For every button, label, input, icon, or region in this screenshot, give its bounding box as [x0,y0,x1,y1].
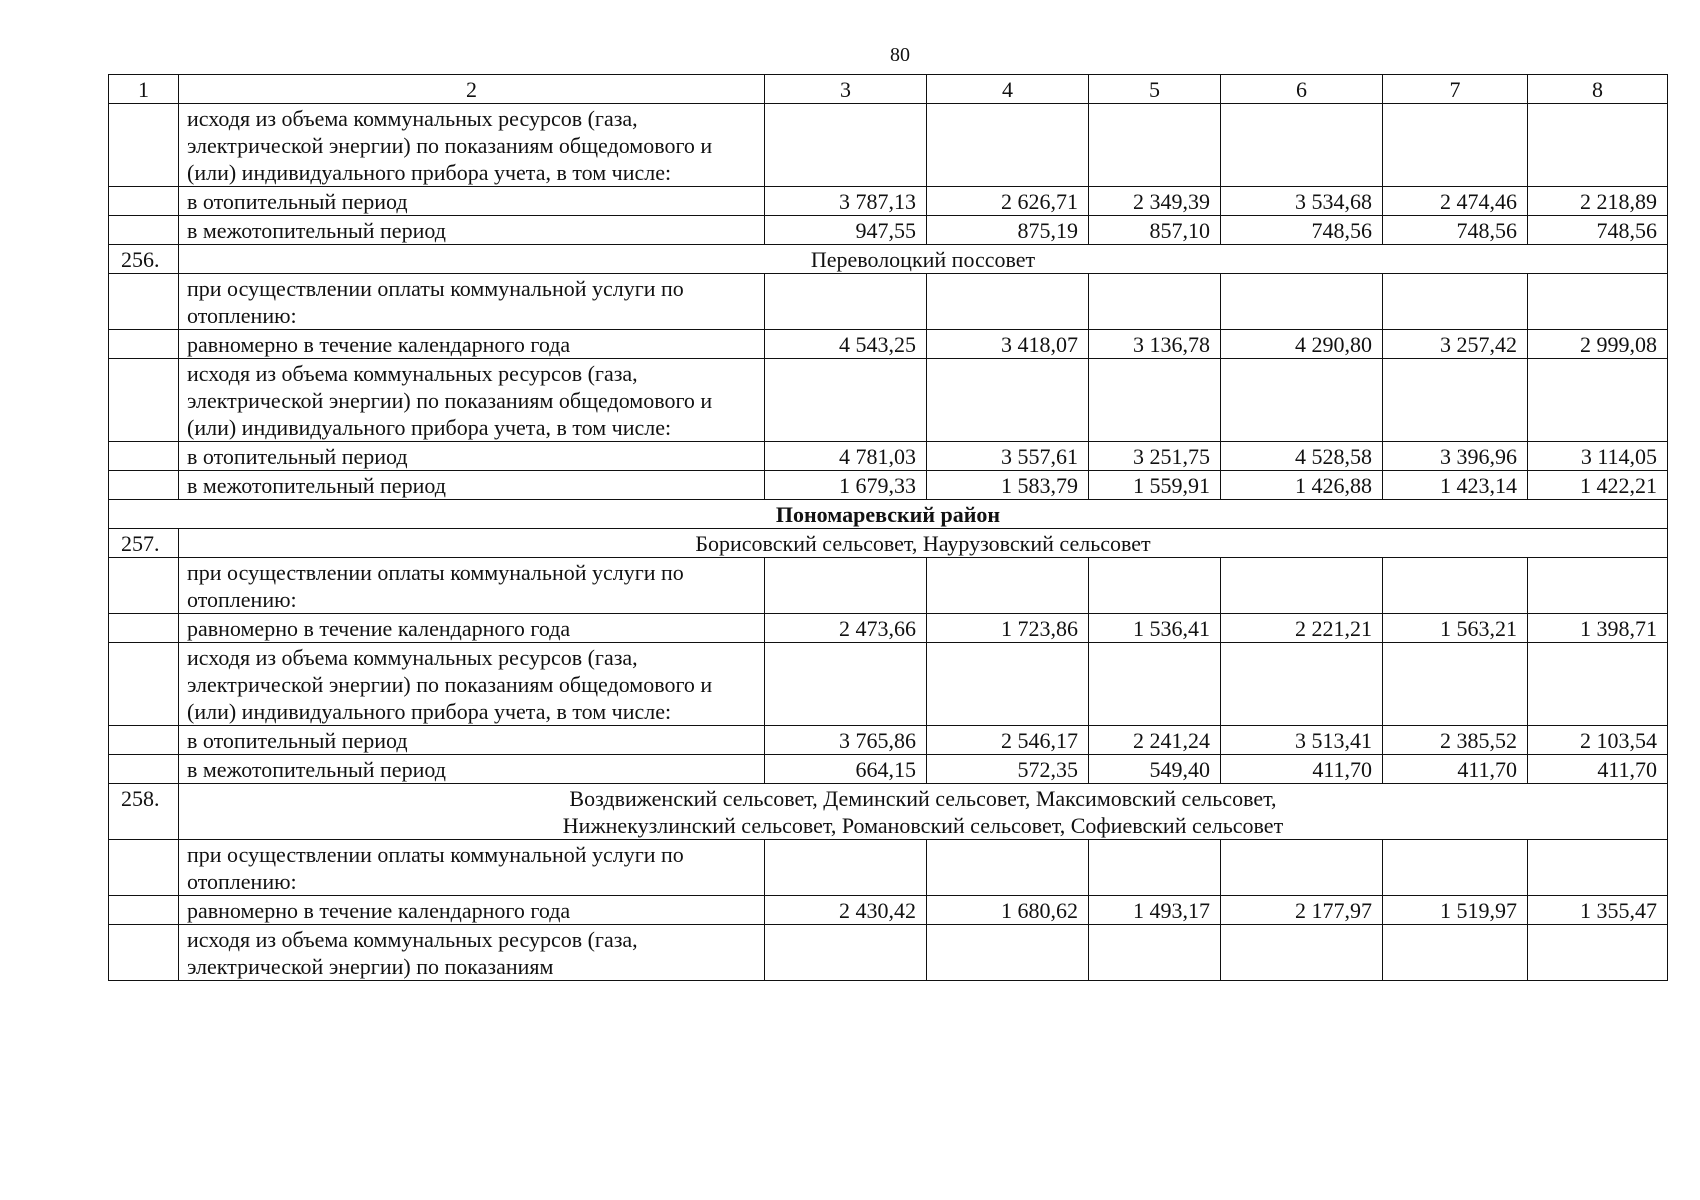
row-label: в межотопительный период [179,216,765,245]
empty-cell [1528,104,1668,187]
column-header: 6 [1221,75,1383,104]
column-header: 1 [109,75,179,104]
empty-cell [765,925,927,981]
row-index-cell [109,216,179,245]
row-label: исходя из объема коммунальных ресурсов (газа, электрической энергии) по показаниям [179,925,765,981]
empty-cell [1383,840,1528,896]
row-index-cell [109,359,179,442]
table-row [109,755,1668,784]
empty-cell [927,359,1089,442]
value-cell: 2 626,71 [927,187,1089,216]
empty-cell [927,840,1089,896]
district-row [109,500,1668,529]
empty-cell [927,925,1089,981]
empty-cell [1383,643,1528,726]
value-cell: 1 519,97 [1383,896,1528,925]
value-cell: 748,56 [1528,216,1668,245]
empty-cell [927,643,1089,726]
empty-cell [1089,274,1221,330]
table-body [109,75,1668,981]
value-cell: 4 781,03 [765,442,927,471]
tariff-table [108,74,1668,981]
table-row [109,726,1668,755]
table-row [109,216,1668,245]
empty-cell [765,359,927,442]
table-row [109,643,1668,726]
empty-cell [1221,643,1383,726]
row-label: в межотопительный период [179,471,765,500]
empty-cell [927,558,1089,614]
empty-cell [1221,104,1383,187]
empty-cell [1089,104,1221,187]
table-row [109,896,1668,925]
row-label: равномерно в течение календарного года [179,896,765,925]
section-title [179,529,1668,558]
row-label: в отопительный период [179,187,765,216]
row-index-cell [109,471,179,500]
empty-cell [1528,925,1668,981]
row-index-cell [109,896,179,925]
row-label: в отопительный период [179,726,765,755]
empty-cell [1089,558,1221,614]
value-cell: 1 493,17 [1089,896,1221,925]
row-index-cell [109,726,179,755]
table-row [109,187,1668,216]
value-cell: 2 241,24 [1089,726,1221,755]
empty-cell [1221,558,1383,614]
value-cell: 411,70 [1221,755,1383,784]
value-cell: 1 422,21 [1528,471,1668,500]
value-cell: 2 546,17 [927,726,1089,755]
row-label: при осуществлении оплаты коммунальной услуги по отоплению: [179,558,765,614]
section-index: 257. [109,529,179,558]
value-cell: 1 563,21 [1383,614,1528,643]
table-row [109,925,1668,981]
row-index-cell [109,104,179,187]
section-index: 258. [109,784,179,840]
row-label: равномерно в течение календарного года [179,330,765,359]
value-cell: 572,35 [927,755,1089,784]
empty-cell [1383,104,1528,187]
section-row [109,784,1668,840]
value-cell: 1 355,47 [1528,896,1668,925]
section-row [109,529,1668,558]
empty-cell [1221,840,1383,896]
value-cell: 1 536,41 [1089,614,1221,643]
empty-cell [1089,925,1221,981]
row-index-cell [109,442,179,471]
table-row [109,471,1668,500]
empty-cell [1221,359,1383,442]
row-index-cell [109,614,179,643]
section-index: 256. [109,245,179,274]
value-cell: 1 426,88 [1221,471,1383,500]
value-cell: 3 136,78 [1089,330,1221,359]
row-label: исходя из объема коммунальных ресурсов (газа, электрической энергии) по показаниям общедомового и (или) индивидуального прибора учета, в том числе: [179,104,765,187]
empty-cell [1221,274,1383,330]
value-cell: 947,55 [765,216,927,245]
value-cell: 4 290,80 [1221,330,1383,359]
empty-cell [765,104,927,187]
value-cell: 2 177,97 [1221,896,1383,925]
header-row [109,75,1668,104]
value-cell: 2 103,54 [1528,726,1668,755]
row-label: при осуществлении оплаты коммунальной услуги по отоплению: [179,274,765,330]
empty-cell [1528,558,1668,614]
value-cell: 4 528,58 [1221,442,1383,471]
empty-cell [1221,925,1383,981]
value-cell: 1 723,86 [927,614,1089,643]
row-label: исходя из объема коммунальных ресурсов (газа, электрической энергии) по показаниям общедомового и (или) индивидуального прибора учета, в том числе: [179,359,765,442]
section-row [109,245,1668,274]
column-header: 3 [765,75,927,104]
value-cell: 2 221,21 [1221,614,1383,643]
table-row [109,104,1668,187]
value-cell: 2 385,52 [1383,726,1528,755]
empty-cell [1528,840,1668,896]
row-index-cell [109,187,179,216]
row-index-cell [109,925,179,981]
value-cell: 1 680,62 [927,896,1089,925]
empty-cell [1383,558,1528,614]
section-title-line: Нижнекузлинский сельсовет, Романовский сельсовет, Софиевский сельсовет [562,813,1284,838]
value-cell: 748,56 [1221,216,1383,245]
empty-cell [1089,643,1221,726]
empty-cell [927,104,1089,187]
row-label: при осуществлении оплаты коммунальной услуги по отоплению: [179,840,765,896]
value-cell: 2 474,46 [1383,187,1528,216]
table-row [109,442,1668,471]
value-cell: 2 999,08 [1528,330,1668,359]
section-title-line: Воздвиженский сельсовет, Деминский сельсовет, Максимовский сельсовет, [569,786,1277,811]
table-row [109,274,1668,330]
empty-cell [1383,274,1528,330]
value-cell: 2 349,39 [1089,187,1221,216]
value-cell: 748,56 [1383,216,1528,245]
column-header: 2 [179,75,765,104]
empty-cell [1383,359,1528,442]
value-cell: 1 398,71 [1528,614,1668,643]
value-cell: 857,10 [1089,216,1221,245]
value-cell: 3 513,41 [1221,726,1383,755]
row-index-cell [109,643,179,726]
row-label: исходя из объема коммунальных ресурсов (газа, электрической энергии) по показаниям общедомового и (или) индивидуального прибора учета, в том числе: [179,643,765,726]
value-cell: 1 423,14 [1383,471,1528,500]
empty-cell [927,274,1089,330]
value-cell: 3 114,05 [1528,442,1668,471]
empty-cell [1089,359,1221,442]
value-cell: 3 787,13 [765,187,927,216]
row-label: равномерно в течение календарного года [179,614,765,643]
value-cell: 875,19 [927,216,1089,245]
district-title: Пономаревский район [109,500,1668,529]
value-cell: 3 396,96 [1383,442,1528,471]
value-cell: 3 418,07 [927,330,1089,359]
column-header: 8 [1528,75,1668,104]
empty-cell [1528,643,1668,726]
row-index-cell [109,274,179,330]
value-cell: 1 559,91 [1089,471,1221,500]
value-cell: 2 473,66 [765,614,927,643]
value-cell: 664,15 [765,755,927,784]
value-cell: 4 543,25 [765,330,927,359]
value-cell: 2 430,42 [765,896,927,925]
empty-cell [1528,274,1668,330]
value-cell: 1 583,79 [927,471,1089,500]
column-header: 7 [1383,75,1528,104]
empty-cell [765,558,927,614]
table-row [109,359,1668,442]
section-title-line: Переволоцкий поссовет [810,247,1036,272]
empty-cell [1089,840,1221,896]
table-row [109,614,1668,643]
value-cell: 3 765,86 [765,726,927,755]
table-row [109,330,1668,359]
row-label: в отопительный период [179,442,765,471]
empty-cell [1383,925,1528,981]
row-index-cell [109,558,179,614]
table-row [109,558,1668,614]
section-title-line: Борисовский сельсовет, Наурузовский сельсовет [695,531,1151,556]
value-cell: 3 534,68 [1221,187,1383,216]
value-cell: 3 251,75 [1089,442,1221,471]
table-row [109,840,1668,896]
section-title [179,784,1668,840]
value-cell: 3 557,61 [927,442,1089,471]
value-cell: 411,70 [1528,755,1668,784]
value-cell: 3 257,42 [1383,330,1528,359]
empty-cell [765,840,927,896]
empty-cell [765,643,927,726]
row-index-cell [109,840,179,896]
section-title [179,245,1668,274]
page-number: 80 [890,44,910,66]
column-header: 5 [1089,75,1221,104]
row-label: в межотопительный период [179,755,765,784]
value-cell: 411,70 [1383,755,1528,784]
row-index-cell [109,330,179,359]
row-index-cell [109,755,179,784]
value-cell: 549,40 [1089,755,1221,784]
value-cell: 2 218,89 [1528,187,1668,216]
empty-cell [765,274,927,330]
empty-cell [1528,359,1668,442]
column-header: 4 [927,75,1089,104]
value-cell: 1 679,33 [765,471,927,500]
